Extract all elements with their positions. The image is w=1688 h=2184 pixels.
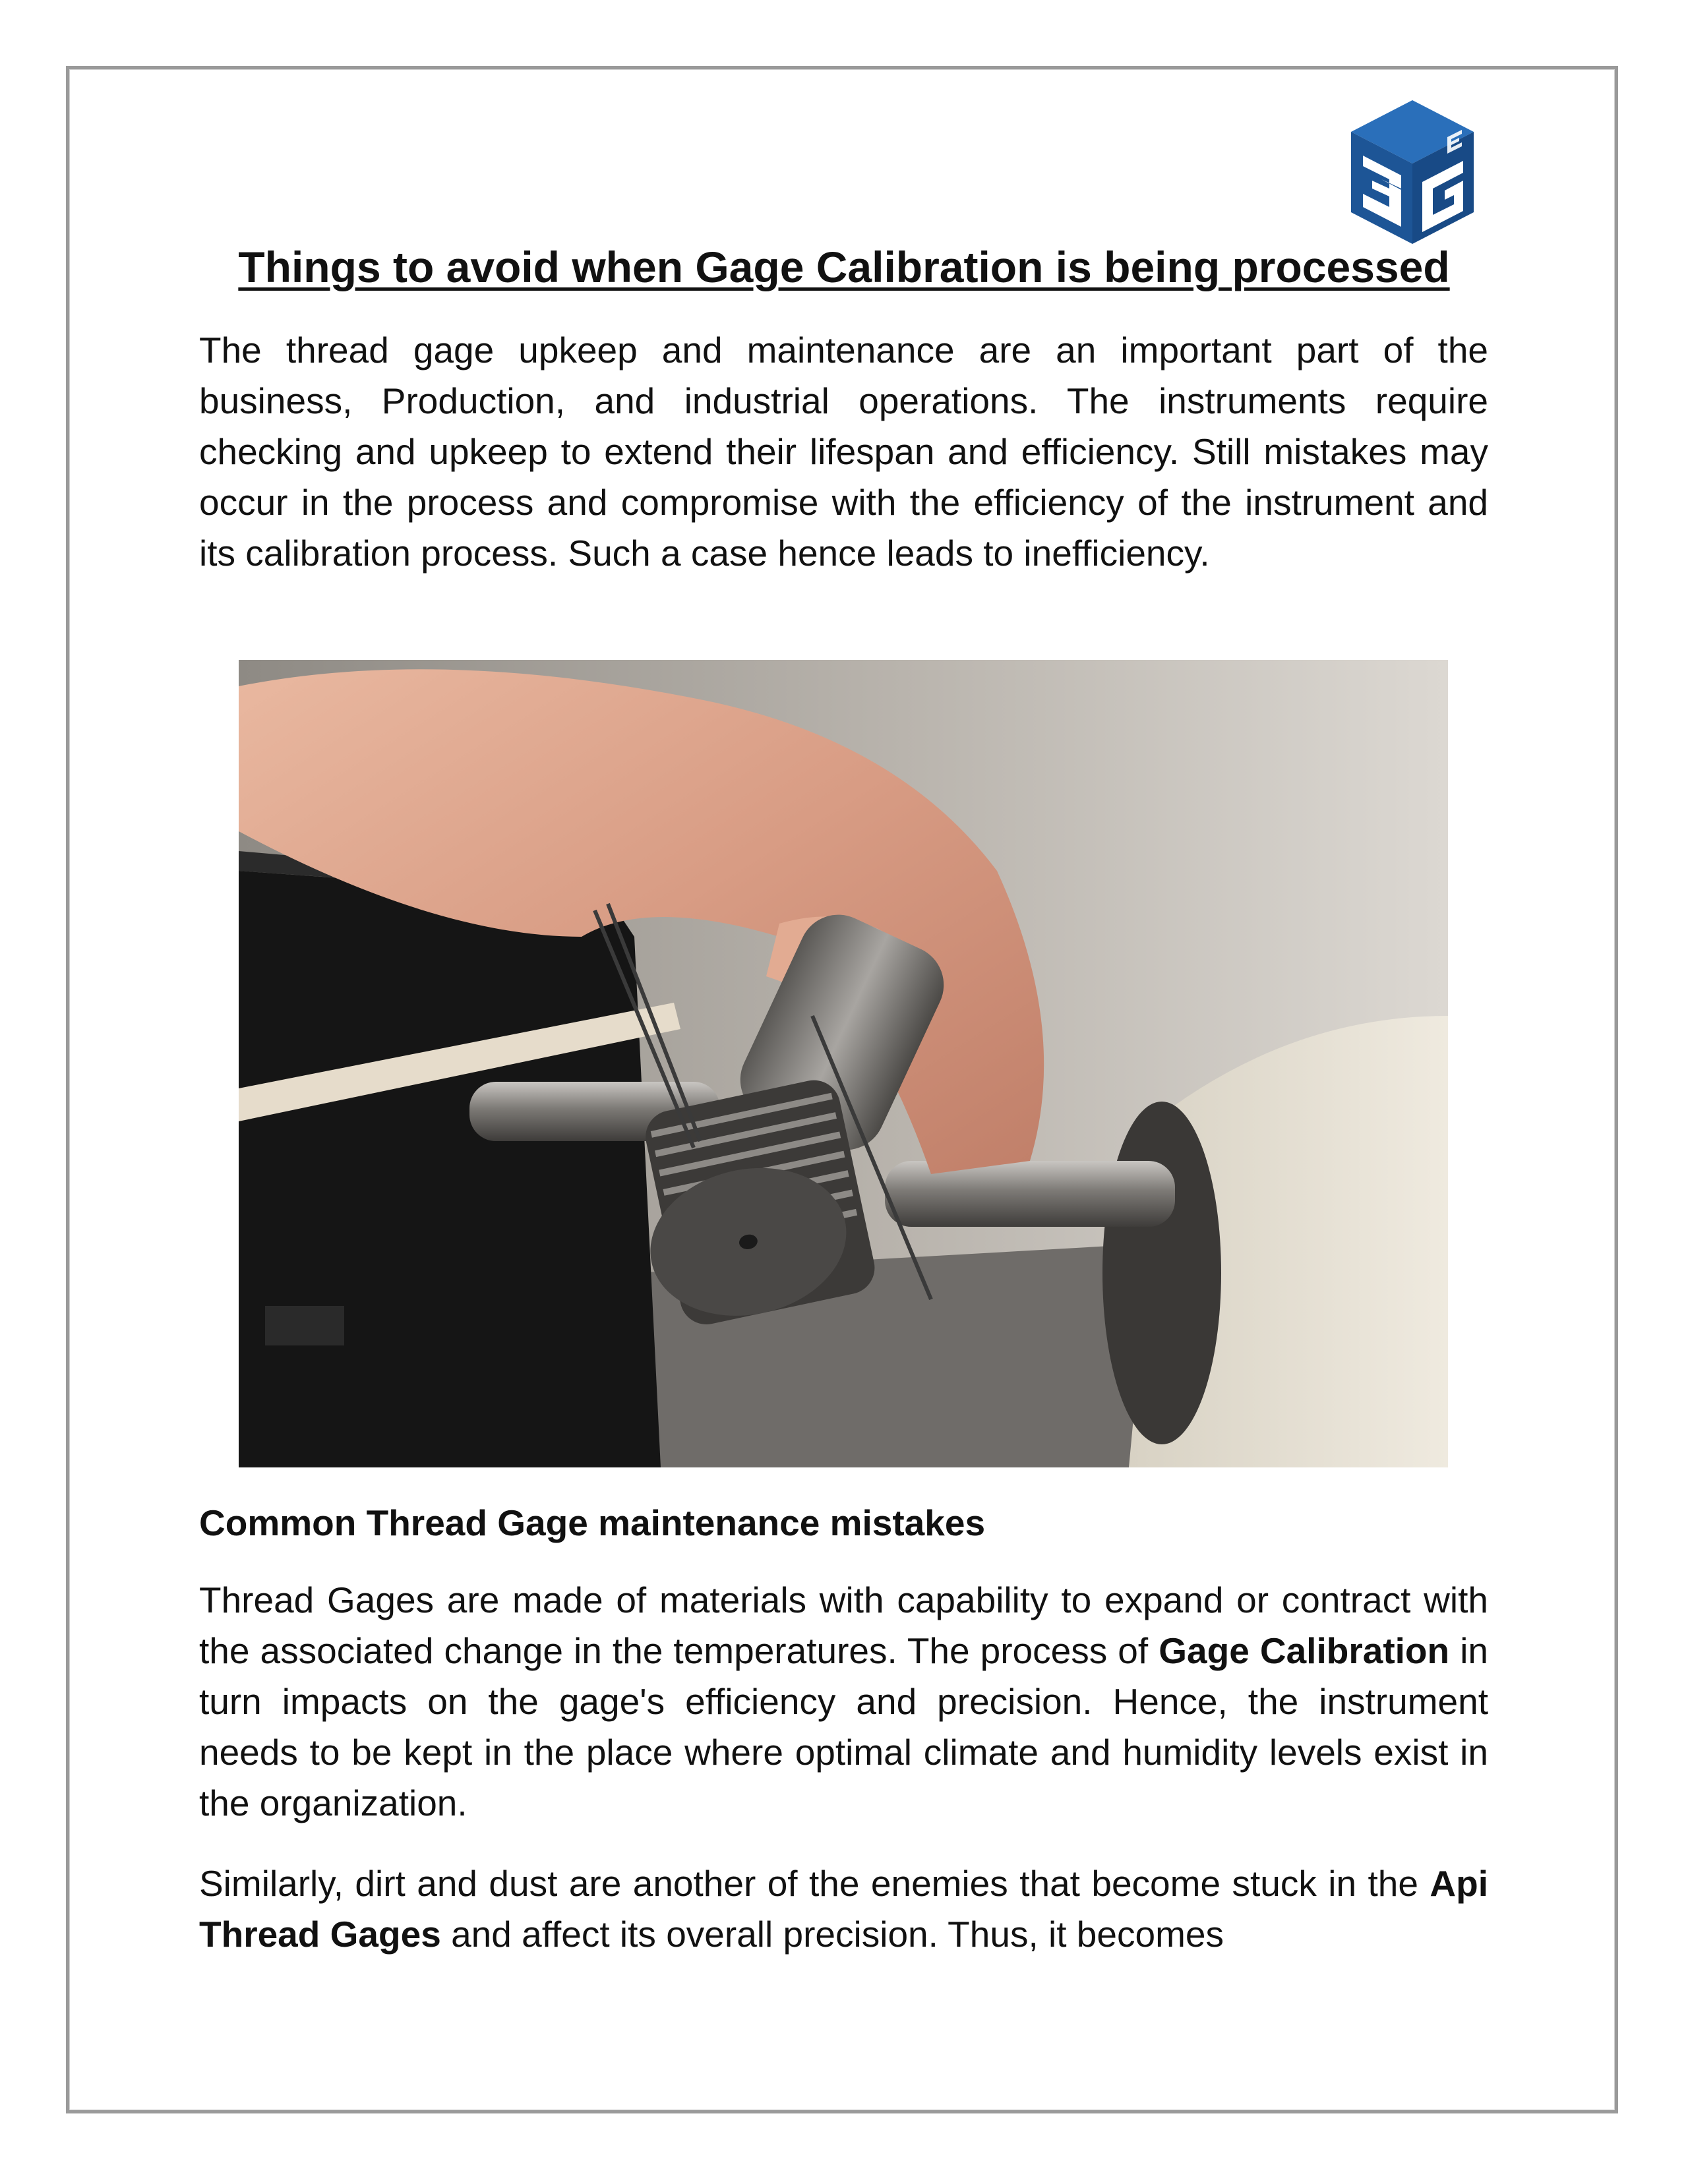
gage-calibration-link-text: Gage Calibration xyxy=(1159,1630,1450,1671)
api-thread-gages-link-text: Api Thread Gages xyxy=(199,1863,1488,1955)
section-heading: Common Thread Gage maintenance mistakes xyxy=(199,1502,986,1543)
intro-paragraph: The thread gage upkeep and maintenance are an important part of the business, Production, and industrial operations. The instruments require checking and upkeep to extend their lifespan and efficiency. Still mistakes may occur in the process and compromise with the efficiency of the instrument and its calibration process. Such a case hence leads to inefficiency. xyxy=(199,330,1488,574)
company-logo-icon xyxy=(1348,98,1477,246)
paragraph-text: Thread Gages are made of materials with capability to expand or contract with the associated change in the temperatures. The process of xyxy=(199,1579,1488,1671)
paragraph-text: in turn impacts on the gage's efficiency and precision. Hence, the instrument needs to be kept in the place where optimal climate and humidity levels exist in the organization. xyxy=(199,1630,1488,1823)
paragraph-dirt-dust xyxy=(199,1858,1488,1960)
document-title: Things to avoid when Gage Calibration is being processed xyxy=(238,243,1450,291)
paragraph-text: and affect its overall precision. Thus, it becomes xyxy=(440,1914,1224,1955)
paragraph-temperature xyxy=(199,1575,1488,1829)
paragraph-text: Similarly, dirt and dust are another of the enemies that become stuck in the xyxy=(199,1863,1430,1904)
thread-gage-calibration-photo xyxy=(239,660,1448,1467)
